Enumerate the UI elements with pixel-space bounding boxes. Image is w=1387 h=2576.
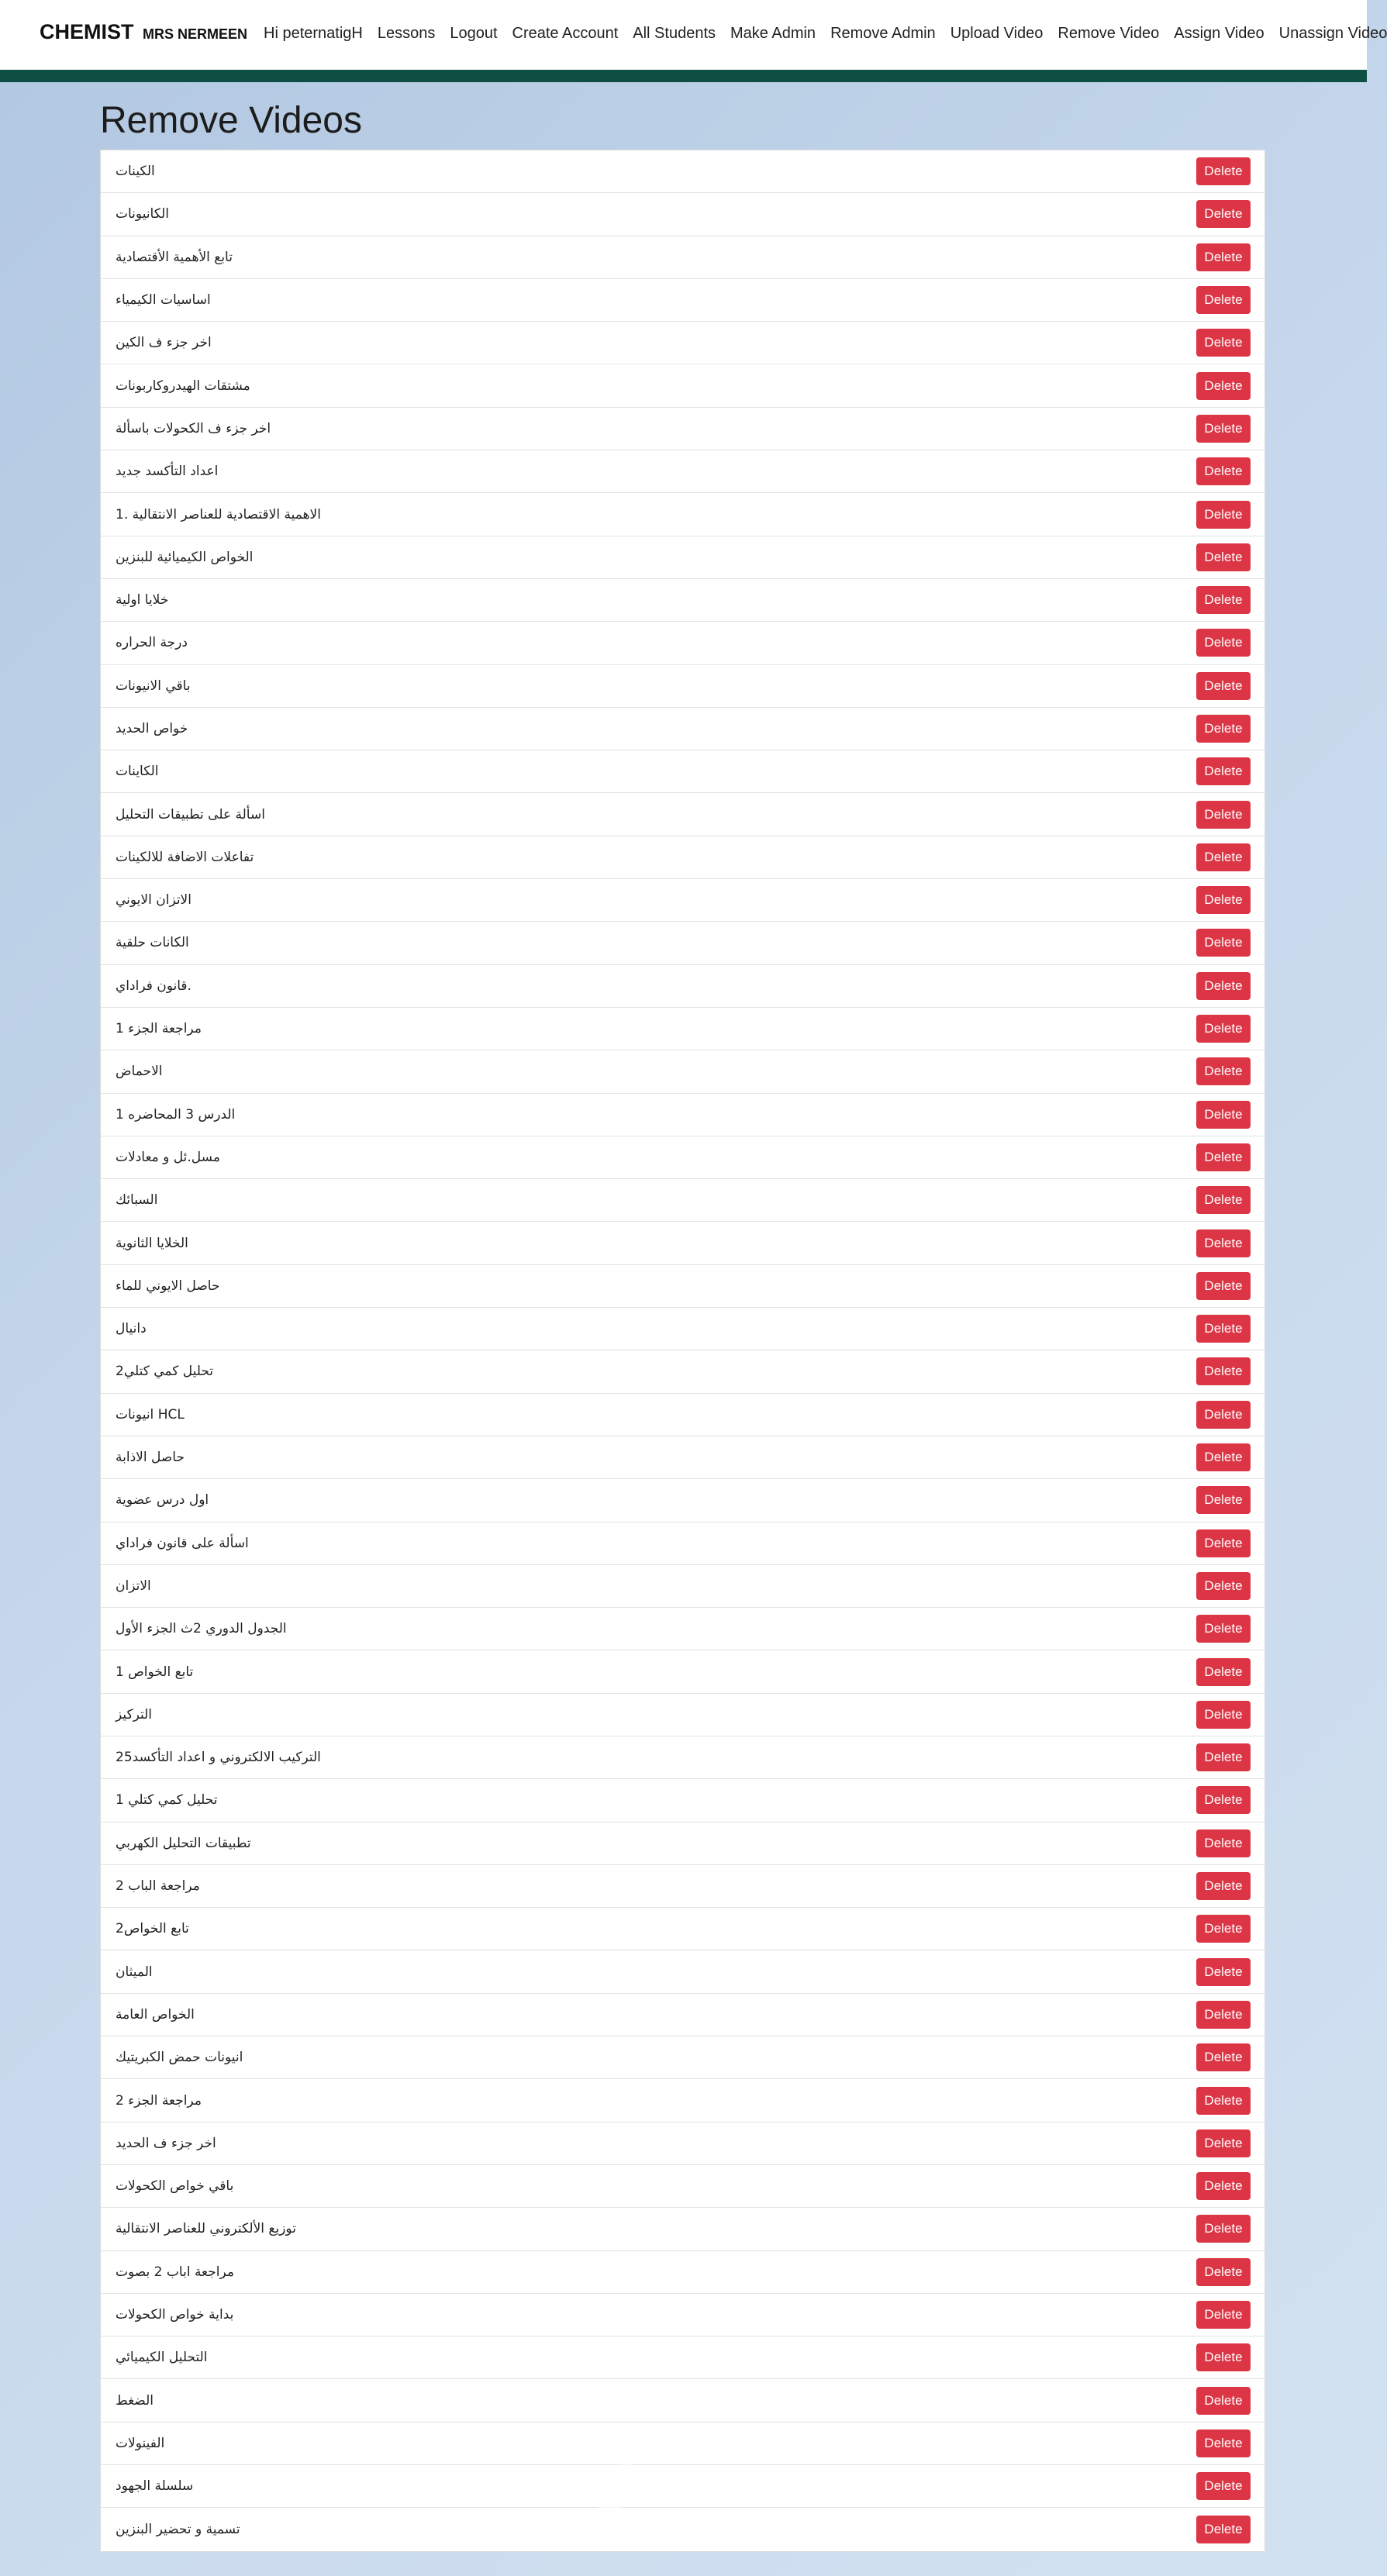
delete-button[interactable]: Delete (1196, 2516, 1251, 2543)
video-row (101, 579, 1265, 622)
top-navbar (0, 0, 1387, 82)
delete-button[interactable]: Delete (1196, 286, 1251, 314)
video-row (101, 879, 1265, 922)
delete-button[interactable]: Delete (1196, 1101, 1251, 1129)
delete-button[interactable]: Delete (1196, 2001, 1251, 2029)
nav-upload-video[interactable]: Upload Video (950, 25, 1044, 42)
delete-button[interactable]: Delete (1196, 543, 1251, 571)
video-title: اخر جزء ف الحديد (116, 2135, 216, 2151)
delete-button[interactable]: Delete (1196, 501, 1251, 529)
delete-button[interactable]: Delete (1196, 972, 1251, 1000)
watermark-url: nafezly.com (609, 2516, 756, 2543)
delete-button[interactable]: Delete (1196, 1572, 1251, 1600)
video-row (101, 708, 1265, 750)
nav-links (264, 25, 1387, 43)
video-row (101, 450, 1265, 493)
delete-button[interactable]: Delete (1196, 1272, 1251, 1300)
video-title: الخواص الكيميائية للبنزين (116, 549, 254, 565)
video-title: اخر جزء ف الكحولات باسألة (116, 420, 271, 436)
delete-button[interactable]: Delete (1196, 1829, 1251, 1857)
video-title: الخواص العامة (116, 2006, 195, 2023)
video-title: انيونات HCL (116, 1406, 185, 1422)
video-row (101, 2208, 1265, 2250)
video-row (101, 2379, 1265, 2422)
delete-button[interactable]: Delete (1196, 1401, 1251, 1429)
delete-button[interactable]: Delete (1196, 886, 1251, 914)
video-row (101, 1865, 1265, 1908)
video-row (101, 1950, 1265, 1993)
video-row (101, 2079, 1265, 2122)
video-row (101, 279, 1265, 322)
video-row (101, 1479, 1265, 1522)
delete-button[interactable]: Delete (1196, 1615, 1251, 1643)
video-row (101, 922, 1265, 964)
video-title: تابع الأهمية الأقتصادية (116, 249, 233, 265)
video-title: تابع الخواص2 (116, 1921, 189, 1937)
delete-button[interactable]: Delete (1196, 457, 1251, 485)
video-title: تابع الخواص 1 (116, 1664, 194, 1680)
video-row (101, 1522, 1265, 1565)
video-row (101, 1394, 1265, 1436)
video-title: تحليل كمي كتلي 1 (116, 1792, 218, 1809)
video-row (101, 622, 1265, 664)
video-title: اساسيات الكيمياء (116, 292, 211, 309)
video-row (101, 665, 1265, 708)
delete-button[interactable]: Delete (1196, 2215, 1251, 2243)
nav-greeting: Hi peternatigH (264, 25, 363, 42)
video-row (101, 2251, 1265, 2294)
video-row (101, 1094, 1265, 1136)
video-row (101, 2294, 1265, 2336)
video-title: الفينولات (116, 2435, 165, 2451)
video-row (101, 236, 1265, 279)
delete-button[interactable]: Delete (1196, 1786, 1251, 1814)
delete-button[interactable]: Delete (1196, 2387, 1251, 2415)
video-title: باقي الانيونات (116, 678, 191, 694)
video-title: بداية خواص الكحولات (116, 2306, 234, 2323)
video-title: الخلايا الثانوية (116, 1235, 188, 1251)
video-row (101, 1222, 1265, 1264)
video-row (101, 1136, 1265, 1179)
delete-button[interactable]: Delete (1196, 1958, 1251, 1986)
video-title: حاصل الايوني للماء (116, 1278, 220, 1294)
video-title: الكانات حلقية (116, 935, 189, 951)
brand-subtitle: MRS NERMEEN (143, 26, 248, 42)
video-row (101, 1823, 1265, 1865)
video-row (101, 2336, 1265, 2379)
video-row (101, 1736, 1265, 1779)
delete-button[interactable]: Delete (1196, 372, 1251, 400)
delete-button[interactable]: Delete (1196, 1915, 1251, 1943)
video-row (101, 1308, 1265, 1350)
video-row (101, 1608, 1265, 1650)
video-row (101, 793, 1265, 836)
delete-button[interactable]: Delete (1196, 1057, 1251, 1085)
delete-button[interactable]: Delete (1196, 1143, 1251, 1171)
video-title: سلسلة الجهود (116, 2478, 194, 2495)
delete-button[interactable]: Delete (1196, 2301, 1251, 2329)
video-row (101, 750, 1265, 793)
delete-button[interactable]: Delete (1196, 2043, 1251, 2071)
delete-button[interactable]: Delete (1196, 2129, 1251, 2157)
delete-button[interactable]: Delete (1196, 586, 1251, 614)
video-title: اول درس عضوية (116, 1492, 209, 1509)
video-title: التركيب الالكتروني و اعداد التأكسد25 (116, 1750, 321, 1766)
video-title: خواص الحديد (116, 721, 188, 736)
video-title: مراجعة اباب 2 بصوت (116, 2264, 234, 2280)
video-title: باقي خواص الكحولات (116, 2178, 234, 2195)
video-title: مراجعة الجزء 2 (116, 2092, 202, 2109)
delete-button[interactable]: Delete (1196, 629, 1251, 657)
video-title: تسمية و تحضير البنزين (116, 2521, 240, 2537)
delete-button[interactable]: Delete (1196, 329, 1251, 357)
video-title: تفاعلات الاضافة للالكينات (116, 849, 254, 865)
delete-button[interactable]: Delete (1196, 415, 1251, 443)
video-row (101, 1650, 1265, 1693)
video-row (101, 2165, 1265, 2208)
video-title: اسألة على تطبيقات التحليل (116, 806, 265, 822)
nav-logout[interactable]: Logout (450, 25, 498, 42)
delete-button[interactable]: Delete (1196, 1743, 1251, 1771)
video-row (101, 1908, 1265, 1950)
delete-button[interactable]: Delete (1196, 1443, 1251, 1471)
delete-button[interactable]: Delete (1196, 801, 1251, 829)
video-row (101, 1008, 1265, 1050)
delete-button[interactable]: Delete (1196, 715, 1251, 743)
video-row (101, 322, 1265, 364)
video-title: اعداد التأكسد جديد (116, 464, 219, 480)
video-title: الاهمية الاقتصادية للعناصر الانتقالية .1 (116, 506, 321, 522)
nav-lessons[interactable]: Lessons (377, 25, 436, 42)
delete-button[interactable]: Delete (1196, 243, 1251, 271)
nav-unassign-video[interactable]: Unassign Video (1278, 25, 1387, 42)
video-title: الكينات (116, 164, 155, 180)
delete-button[interactable]: Delete (1196, 2258, 1251, 2286)
watermark-logo: مستقل (589, 2450, 788, 2514)
video-title: مشتقات الهيدروكاربونات (116, 378, 250, 394)
video-title: الاتزان (116, 1578, 151, 1594)
video-title: دانيال (116, 1321, 147, 1337)
video-title: توزيع الألكتروني للعناصر الانتقالية (116, 2221, 296, 2237)
delete-button[interactable]: Delete (1196, 1186, 1251, 1214)
video-list (100, 150, 1265, 2552)
video-row (101, 2036, 1265, 2079)
video-row (101, 2123, 1265, 2165)
delete-button[interactable]: Delete (1196, 1015, 1251, 1043)
video-row (101, 1565, 1265, 1608)
video-row (101, 1436, 1265, 1479)
page-title: Remove Videos (100, 100, 362, 141)
video-row (101, 1994, 1265, 2036)
video-title: انيونات حمض الكبريتيك (116, 2050, 243, 2066)
video-title: قانون فراداي. (116, 978, 191, 994)
delete-button[interactable]: Delete (1196, 1529, 1251, 1557)
video-title: الاتزان الايوني (116, 892, 191, 909)
video-row (101, 1179, 1265, 1222)
delete-button[interactable]: Delete (1196, 2343, 1251, 2371)
delete-button[interactable]: Delete (1196, 1701, 1251, 1729)
video-row (101, 1694, 1265, 1736)
delete-button[interactable]: Delete (1196, 1229, 1251, 1257)
video-title: الميثان (116, 1964, 153, 1980)
video-row (101, 1779, 1265, 1822)
video-title: الجدول الدوري 2ث الجزء الأول (116, 1621, 287, 1637)
video-row (101, 150, 1265, 193)
video-title: مراجعة الباب 2 (116, 1878, 200, 1895)
video-title: خلايا اولية (116, 592, 169, 609)
video-title: حاصل الاذابة (116, 1450, 185, 1466)
delete-button[interactable]: Delete (1196, 1315, 1251, 1343)
watermark (589, 2450, 788, 2574)
video-title: التركيز (116, 1706, 153, 1723)
delete-button[interactable]: Delete (1196, 843, 1251, 871)
video-title: درجة الحراره (116, 635, 188, 651)
brand-logo[interactable] (40, 20, 247, 44)
video-title: تطبيقات التحليل الكهربي (116, 1835, 251, 1851)
video-row (101, 836, 1265, 879)
delete-button[interactable]: Delete (1196, 200, 1251, 228)
video-row (101, 1350, 1265, 1393)
nav-create-account[interactable]: Create Account (512, 25, 619, 42)
video-row (101, 364, 1265, 407)
video-row (101, 193, 1265, 236)
nav-make-admin[interactable]: Make Admin (730, 25, 816, 42)
delete-button[interactable]: Delete (1196, 2172, 1251, 2200)
video-title: الاحماض (116, 1064, 163, 1080)
nav-assign-video[interactable]: Assign Video (1174, 25, 1265, 42)
delete-button[interactable]: Delete (1196, 757, 1251, 785)
delete-button[interactable]: Delete (1196, 1486, 1251, 1514)
delete-button[interactable]: Delete (1196, 157, 1251, 185)
video-row (101, 408, 1265, 450)
video-row (101, 965, 1265, 1008)
nav-remove-admin[interactable]: Remove Admin (830, 25, 936, 42)
video-title: تحليل كمي كتلي2 (116, 1364, 214, 1380)
video-title: اسألة على قانون فراداي (116, 1535, 249, 1551)
delete-button[interactable]: Delete (1196, 2472, 1251, 2500)
nav-remove-video[interactable]: Remove Video (1058, 25, 1160, 42)
video-title: السبائك (116, 1192, 158, 1209)
delete-button[interactable]: Delete (1196, 1872, 1251, 1900)
delete-button[interactable]: Delete (1196, 672, 1251, 700)
delete-button[interactable]: Delete (1196, 1357, 1251, 1385)
delete-button[interactable]: Delete (1196, 2087, 1251, 2115)
video-row (101, 1265, 1265, 1308)
video-row (101, 1050, 1265, 1093)
delete-button[interactable]: Delete (1196, 2429, 1251, 2457)
video-title: مراجعة الجزء 1 (116, 1021, 202, 1037)
video-title: مسل.ئل و معادلات (116, 1149, 220, 1165)
video-row (101, 536, 1265, 579)
video-title: التحليل الكيميائي (116, 2350, 208, 2366)
delete-button[interactable]: Delete (1196, 1658, 1251, 1686)
video-title: الدرس 3 المحاضره 1 (116, 1106, 236, 1122)
delete-button[interactable]: Delete (1196, 929, 1251, 957)
nav-all-students[interactable]: All Students (633, 25, 716, 42)
video-row (101, 493, 1265, 536)
brand-name: CHEMIST (40, 20, 134, 43)
video-title: الكاينات (116, 764, 159, 780)
video-title: الضغط (116, 2392, 154, 2409)
video-title: اخر جزء ف الكين (116, 335, 212, 351)
video-title: الكانيونات (116, 206, 170, 222)
